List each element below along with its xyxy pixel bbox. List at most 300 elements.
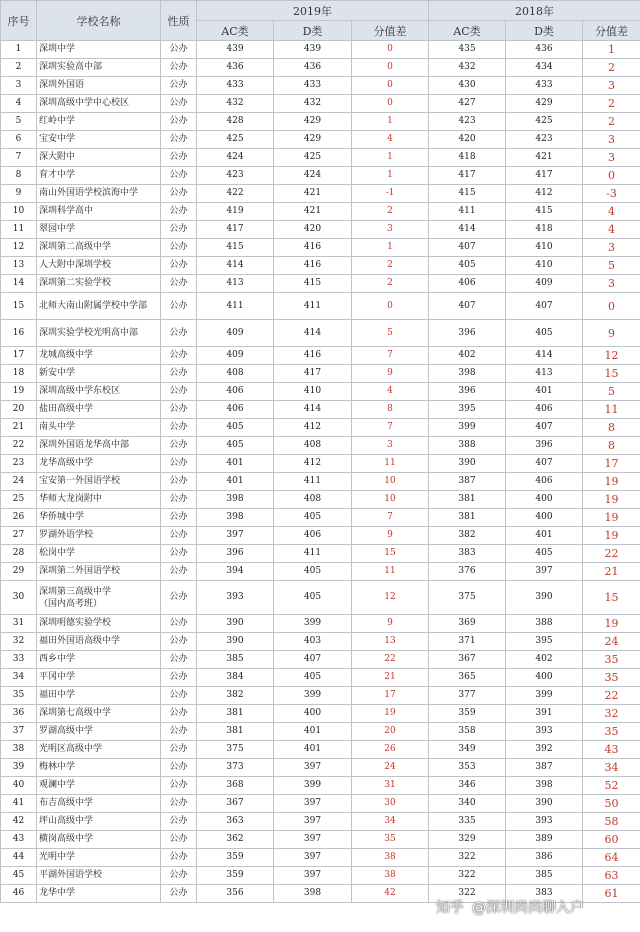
cell-diff-2019: 7 (352, 419, 429, 437)
cell-ac-2019: 408 (197, 365, 274, 383)
cell-d-2018: 400 (506, 491, 583, 509)
cell-ac-2019: 433 (197, 77, 274, 95)
cell-school-name: 深圳高级中学中心校区 (37, 95, 161, 113)
cell-d-2019: 408 (274, 437, 352, 455)
cell-d-2019: 410 (274, 383, 352, 401)
cell-diff-2018: 3 (583, 275, 640, 293)
cell-diff-2019: 30 (352, 795, 429, 813)
cell-seq: 43 (1, 831, 37, 849)
cell-d-2018: 402 (506, 651, 583, 669)
cell-seq: 18 (1, 365, 37, 383)
cell-d-2019: 399 (274, 615, 352, 633)
cell-nature: 公办 (161, 831, 197, 849)
cell-school-name: 深圳第二高级中学 (37, 239, 161, 257)
cell-seq: 46 (1, 885, 37, 903)
cell-nature: 公办 (161, 741, 197, 759)
cell-diff-2019: 9 (352, 527, 429, 545)
cell-ac-2019: 423 (197, 167, 274, 185)
cell-nature: 公办 (161, 95, 197, 113)
cell-school-name: 布吉高级中学 (37, 795, 161, 813)
cell-ac-2018: 405 (429, 257, 506, 275)
cell-school-name: 观澜中学 (37, 777, 161, 795)
cell-school-name: 龙华中学 (37, 885, 161, 903)
cell-d-2018: 410 (506, 239, 583, 257)
cell-d-2018: 425 (506, 113, 583, 131)
cell-seq: 22 (1, 437, 37, 455)
cell-d-2019: 401 (274, 723, 352, 741)
cell-diff-2019: 10 (352, 491, 429, 509)
cell-nature: 公办 (161, 615, 197, 633)
cell-seq: 17 (1, 347, 37, 365)
cell-diff-2018: 8 (583, 437, 640, 455)
cell-ac-2019: 381 (197, 723, 274, 741)
table-row (1, 473, 640, 491)
watermark-logo: 知乎 (436, 900, 464, 916)
cell-d-2019: 421 (274, 185, 352, 203)
table-row (1, 849, 640, 867)
cell-seq: 7 (1, 149, 37, 167)
cell-ac-2019: 382 (197, 687, 274, 705)
cell-diff-2018: 24 (583, 633, 640, 651)
cell-diff-2019: 19 (352, 705, 429, 723)
cell-diff-2019: 42 (352, 885, 429, 903)
cell-d-2019: 436 (274, 59, 352, 77)
table-row (1, 795, 640, 813)
cell-ac-2019: 394 (197, 563, 274, 581)
cell-nature: 公办 (161, 383, 197, 401)
cell-d-2018: 399 (506, 687, 583, 705)
table-row (1, 759, 640, 777)
cell-ac-2018: 418 (429, 149, 506, 167)
cell-ac-2018: 407 (429, 293, 506, 320)
cell-diff-2018: 2 (583, 59, 640, 77)
cell-school-name: 南头中学 (37, 419, 161, 437)
cell-ac-2019: 419 (197, 203, 274, 221)
cell-diff-2018: 3 (583, 77, 640, 95)
cell-ac-2018: 353 (429, 759, 506, 777)
cell-diff-2018: 19 (583, 527, 640, 545)
cell-d-2019: 412 (274, 419, 352, 437)
cell-ac-2018: 399 (429, 419, 506, 437)
table-row (1, 455, 640, 473)
cell-diff-2019: 4 (352, 131, 429, 149)
cell-ac-2019: 405 (197, 419, 274, 437)
cell-school-name: 人大附中深圳学校 (37, 257, 161, 275)
cell-d-2018: 386 (506, 849, 583, 867)
cell-d-2019: 412 (274, 455, 352, 473)
table-row (1, 185, 640, 203)
cell-ac-2019: 428 (197, 113, 274, 131)
cell-seq: 45 (1, 867, 37, 885)
cell-school-name: 光明中学 (37, 849, 161, 867)
cell-diff-2018: 32 (583, 705, 640, 723)
cell-d-2018: 401 (506, 383, 583, 401)
cell-d-2019: 432 (274, 95, 352, 113)
cell-d-2019: 400 (274, 705, 352, 723)
header-seq: 序号 (1, 1, 37, 41)
cell-seq: 25 (1, 491, 37, 509)
cell-diff-2018: 12 (583, 347, 640, 365)
cell-ac-2019: 397 (197, 527, 274, 545)
cell-diff-2018: 35 (583, 669, 640, 687)
cell-ac-2019: 390 (197, 615, 274, 633)
cell-ac-2018: 417 (429, 167, 506, 185)
cell-nature: 公办 (161, 545, 197, 563)
cell-diff-2018: 43 (583, 741, 640, 759)
cell-diff-2019: 0 (352, 59, 429, 77)
cell-ac-2019: 401 (197, 455, 274, 473)
cell-nature: 公办 (161, 813, 197, 831)
cell-d-2018: 413 (506, 365, 583, 383)
cell-d-2018: 390 (506, 581, 583, 615)
cell-d-2019: 408 (274, 491, 352, 509)
cell-seq: 14 (1, 275, 37, 293)
cell-d-2018: 393 (506, 723, 583, 741)
cell-diff-2018: 61 (583, 885, 640, 903)
cell-diff-2019: 13 (352, 633, 429, 651)
cell-ac-2018: 435 (429, 41, 506, 59)
cell-school-name: 育才中学 (37, 167, 161, 185)
cell-ac-2019: 413 (197, 275, 274, 293)
cell-d-2019: 397 (274, 795, 352, 813)
cell-ac-2019: 409 (197, 347, 274, 365)
cell-seq: 15 (1, 293, 37, 320)
cell-ac-2019: 398 (197, 509, 274, 527)
cell-d-2019: 405 (274, 581, 352, 615)
cell-d-2018: 400 (506, 669, 583, 687)
cell-diff-2019: -1 (352, 185, 429, 203)
cell-seq: 6 (1, 131, 37, 149)
cell-school-name: 梅林中学 (37, 759, 161, 777)
cell-ac-2019: 398 (197, 491, 274, 509)
cell-diff-2018: 2 (583, 113, 640, 131)
watermark-text: @深圳尚尚聊入户 (472, 900, 584, 916)
cell-seq: 19 (1, 383, 37, 401)
cell-diff-2018: 4 (583, 221, 640, 239)
table-row (1, 491, 640, 509)
cell-d-2018: 436 (506, 41, 583, 59)
table-row (1, 293, 640, 320)
cell-ac-2019: 363 (197, 813, 274, 831)
cell-seq: 39 (1, 759, 37, 777)
cell-ac-2018: 430 (429, 77, 506, 95)
cell-diff-2019: 3 (352, 221, 429, 239)
table-row (1, 705, 640, 723)
cell-diff-2018: 8 (583, 419, 640, 437)
cell-school-name: 华师大龙岗附中 (37, 491, 161, 509)
table-row (1, 527, 640, 545)
cell-school-name: 福田中学 (37, 687, 161, 705)
cell-nature: 公办 (161, 167, 197, 185)
school-name-line: 深圳第三高级中学 (39, 586, 112, 597)
cell-ac-2019: 367 (197, 795, 274, 813)
cell-ac-2019: 406 (197, 401, 274, 419)
cell-school-name: 宝安中学 (37, 131, 161, 149)
cell-d-2019: 414 (274, 320, 352, 347)
cell-school-name: 西乡中学 (37, 651, 161, 669)
cell-d-2018: 401 (506, 527, 583, 545)
cell-diff-2019: 11 (352, 563, 429, 581)
table-row (1, 320, 640, 347)
cell-ac-2019: 356 (197, 885, 274, 903)
cell-ac-2019: 401 (197, 473, 274, 491)
cell-ac-2018: 375 (429, 581, 506, 615)
cell-ac-2018: 346 (429, 777, 506, 795)
cell-d-2018: 410 (506, 257, 583, 275)
cell-seq: 41 (1, 795, 37, 813)
cell-ac-2018: 390 (429, 455, 506, 473)
cell-ac-2019: 384 (197, 669, 274, 687)
cell-nature: 公办 (161, 77, 197, 95)
cell-nature: 公办 (161, 651, 197, 669)
header-d-2018: D类 (506, 21, 583, 41)
cell-diff-2019: 9 (352, 615, 429, 633)
cell-ac-2018: 395 (429, 401, 506, 419)
cell-diff-2019: 4 (352, 383, 429, 401)
cell-school-name: 深圳外国语 (37, 77, 161, 95)
header-d-2019: D类 (274, 21, 352, 41)
cell-ac-2019: 417 (197, 221, 274, 239)
cell-seq: 21 (1, 419, 37, 437)
cell-ac-2019: 409 (197, 320, 274, 347)
cell-diff-2018: 19 (583, 509, 640, 527)
cell-nature: 公办 (161, 777, 197, 795)
cell-diff-2018: 5 (583, 383, 640, 401)
cell-ac-2019: 411 (197, 293, 274, 320)
cell-school-name: 龙城高级中学 (37, 347, 161, 365)
cell-ac-2018: 369 (429, 615, 506, 633)
cell-ac-2018: 396 (429, 320, 506, 347)
cell-ac-2018: 358 (429, 723, 506, 741)
cell-diff-2019: 2 (352, 275, 429, 293)
cell-d-2018: 433 (506, 77, 583, 95)
cell-diff-2018: 15 (583, 365, 640, 383)
cell-seq: 38 (1, 741, 37, 759)
cell-school-name: 盐田高级中学 (37, 401, 161, 419)
cell-diff-2018: 52 (583, 777, 640, 795)
cell-seq: 27 (1, 527, 37, 545)
cell-school-name: 华侨城中学 (37, 509, 161, 527)
header-year-2018: 2018年 (429, 1, 640, 21)
cell-seq: 11 (1, 221, 37, 239)
cell-seq: 2 (1, 59, 37, 77)
cell-ac-2019: 393 (197, 581, 274, 615)
cell-diff-2018: 19 (583, 473, 640, 491)
cell-d-2018: 398 (506, 777, 583, 795)
cell-diff-2018: 60 (583, 831, 640, 849)
cell-school-name: 平湖外国语学校 (37, 867, 161, 885)
cell-diff-2019: 2 (352, 203, 429, 221)
cell-seq: 9 (1, 185, 37, 203)
cell-d-2018: 392 (506, 741, 583, 759)
cell-diff-2019: 10 (352, 473, 429, 491)
cell-ac-2018: 402 (429, 347, 506, 365)
cell-d-2018: 383 (506, 885, 583, 903)
cell-d-2018: 407 (506, 293, 583, 320)
cell-school-name: 坪山高级中学 (37, 813, 161, 831)
cell-ac-2018: 414 (429, 221, 506, 239)
cell-school-name: 深圳第二实验学校 (37, 275, 161, 293)
table-row (1, 633, 640, 651)
cell-school-name: 北师大南山附属学校中学部 (37, 293, 161, 320)
cell-seq: 28 (1, 545, 37, 563)
table-row (1, 95, 640, 113)
cell-school-name: 平冈中学 (37, 669, 161, 687)
cell-d-2019: 405 (274, 509, 352, 527)
cell-seq: 33 (1, 651, 37, 669)
cell-diff-2018: 0 (583, 167, 640, 185)
cell-seq: 44 (1, 849, 37, 867)
cell-school-name: 深圳第七高级中学 (37, 705, 161, 723)
cell-diff-2018: 3 (583, 149, 640, 167)
cell-diff-2018: 9 (583, 320, 640, 347)
cell-diff-2019: 15 (352, 545, 429, 563)
cell-diff-2018: 63 (583, 867, 640, 885)
cell-d-2018: 389 (506, 831, 583, 849)
table-row (1, 149, 640, 167)
cell-d-2018: 395 (506, 633, 583, 651)
cell-d-2019: 416 (274, 239, 352, 257)
cell-diff-2019: 1 (352, 167, 429, 185)
cell-nature: 公办 (161, 185, 197, 203)
cell-d-2018: 407 (506, 419, 583, 437)
table-row (1, 365, 640, 383)
table-row (1, 419, 640, 437)
cell-diff-2018: 17 (583, 455, 640, 473)
cell-diff-2018: 35 (583, 723, 640, 741)
cell-diff-2018: 22 (583, 545, 640, 563)
cell-diff-2019: 7 (352, 347, 429, 365)
cell-d-2019: 429 (274, 113, 352, 131)
cell-nature: 公办 (161, 203, 197, 221)
cell-d-2019: 407 (274, 651, 352, 669)
cell-ac-2018: 407 (429, 239, 506, 257)
cell-ac-2018: 377 (429, 687, 506, 705)
cell-school-name: 深大附中 (37, 149, 161, 167)
table-row (1, 723, 640, 741)
cell-nature: 公办 (161, 669, 197, 687)
cell-nature: 公办 (161, 455, 197, 473)
cell-ac-2018: 367 (429, 651, 506, 669)
cell-diff-2019: 1 (352, 149, 429, 167)
cell-seq: 1 (1, 41, 37, 59)
cell-d-2019: 397 (274, 849, 352, 867)
cell-seq: 13 (1, 257, 37, 275)
cell-d-2018: 409 (506, 275, 583, 293)
cell-d-2018: 429 (506, 95, 583, 113)
table-row (1, 581, 640, 615)
table-row (1, 669, 640, 687)
cell-school-name: 罗湖高级中学 (37, 723, 161, 741)
cell-ac-2019: 425 (197, 131, 274, 149)
cell-d-2019: 416 (274, 257, 352, 275)
cell-d-2018: 414 (506, 347, 583, 365)
cell-nature: 公办 (161, 491, 197, 509)
cell-ac-2019: 359 (197, 867, 274, 885)
cell-nature: 公办 (161, 365, 197, 383)
cell-nature: 公办 (161, 41, 197, 59)
cell-d-2018: 417 (506, 167, 583, 185)
cell-diff-2019: 38 (352, 867, 429, 885)
cell-diff-2018: 21 (583, 563, 640, 581)
cell-ac-2019: 432 (197, 95, 274, 113)
cell-ac-2018: 388 (429, 437, 506, 455)
cell-seq: 29 (1, 563, 37, 581)
cell-ac-2018: 432 (429, 59, 506, 77)
cell-ac-2019: 381 (197, 705, 274, 723)
cell-diff-2019: 2 (352, 257, 429, 275)
table-row (1, 41, 640, 59)
cell-nature: 公办 (161, 759, 197, 777)
cell-nature: 公办 (161, 437, 197, 455)
cell-diff-2019: 24 (352, 759, 429, 777)
cell-d-2018: 391 (506, 705, 583, 723)
cell-nature: 公办 (161, 320, 197, 347)
cell-ac-2019: 415 (197, 239, 274, 257)
table-row (1, 257, 640, 275)
cell-diff-2018: 3 (583, 239, 640, 257)
cell-diff-2019: 3 (352, 437, 429, 455)
cell-d-2019: 420 (274, 221, 352, 239)
cell-diff-2018: 50 (583, 795, 640, 813)
cell-seq: 40 (1, 777, 37, 795)
table-row (1, 239, 640, 257)
cell-school-name: 深圳第二外国语学校 (37, 563, 161, 581)
cell-d-2018: 412 (506, 185, 583, 203)
cell-d-2019: 433 (274, 77, 352, 95)
cell-seq: 34 (1, 669, 37, 687)
cell-nature: 公办 (161, 885, 197, 903)
cell-school-name: 南山外国语学校滨海中学 (37, 185, 161, 203)
table-row (1, 651, 640, 669)
cell-ac-2019: 414 (197, 257, 274, 275)
cell-d-2019: 424 (274, 167, 352, 185)
cell-ac-2019: 362 (197, 831, 274, 849)
cell-school-name: 罗湖外语学校 (37, 527, 161, 545)
cell-ac-2018: 340 (429, 795, 506, 813)
cell-d-2019: 429 (274, 131, 352, 149)
cell-school-name: 深圳实验高中部 (37, 59, 161, 77)
cell-seq: 26 (1, 509, 37, 527)
cell-diff-2019: 9 (352, 365, 429, 383)
cell-ac-2019: 396 (197, 545, 274, 563)
cell-nature: 公办 (161, 473, 197, 491)
cell-d-2018: 388 (506, 615, 583, 633)
cell-diff-2019: 20 (352, 723, 429, 741)
cell-diff-2019: 1 (352, 239, 429, 257)
table-row (1, 221, 640, 239)
cell-d-2019: 411 (274, 545, 352, 563)
cell-d-2018: 405 (506, 320, 583, 347)
table-row (1, 437, 640, 455)
cell-ac-2019: 385 (197, 651, 274, 669)
cell-d-2018: 407 (506, 455, 583, 473)
cell-diff-2019: 26 (352, 741, 429, 759)
cell-diff-2019: 22 (352, 651, 429, 669)
cell-diff-2019: 8 (352, 401, 429, 419)
cell-nature: 公办 (161, 149, 197, 167)
header-nature: 性质 (161, 1, 197, 41)
cell-d-2019: 399 (274, 777, 352, 795)
cell-diff-2019: 35 (352, 831, 429, 849)
cell-seq: 12 (1, 239, 37, 257)
cell-diff-2019: 7 (352, 509, 429, 527)
cell-nature: 公办 (161, 867, 197, 885)
cell-d-2018: 415 (506, 203, 583, 221)
cell-ac-2018: 415 (429, 185, 506, 203)
cell-seq: 23 (1, 455, 37, 473)
cell-school-name: 翠园中学 (37, 221, 161, 239)
